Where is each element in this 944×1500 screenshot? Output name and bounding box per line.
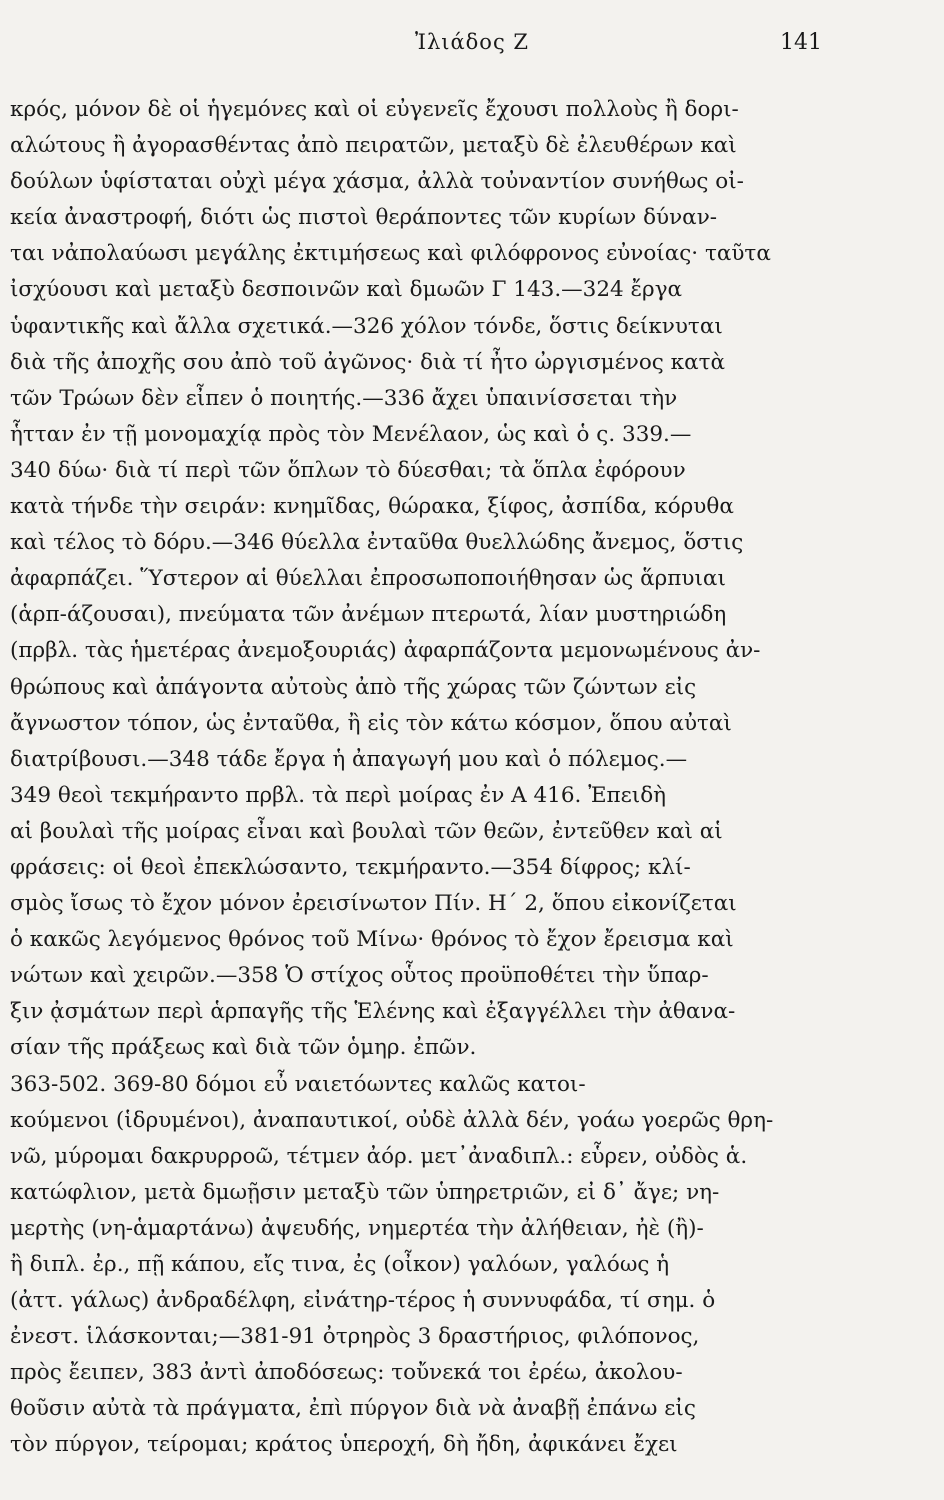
text-line: σμὸς ἴσως τὸ ἔχον μόνον ἐρεισίνωτον Πίν. Η΄ 2, ὅπου εἰκονίζεται: [10, 891, 737, 917]
text-line: ἄγνωστον τόπον, ὡς ἐνταῦθα, ἢ εἰς τὸν κάτω κόσμον, ὅπου αὐταὶ: [10, 710, 732, 736]
text-line: αλώτους ἢ ἀγορασθέντας ἀπὸ πειρατῶν, μεταξὺ δὲ ἐλευθέρων καὶ: [10, 133, 737, 159]
text-line: διὰ τῆς ἀποχῆς σου ἀπὸ τοῦ ἀγῶνος· διὰ τί ἦτο ὠργισμένος κατὰ: [10, 349, 726, 375]
text-line: ὁ κακῶς λεγόμενος θρόνος τοῦ Μίνω· θρόνος τὸ ἔχον ἔρεισμα καὶ: [10, 927, 734, 953]
text-line: ξιν ᾀσμάτων περὶ ἁρπαγῆς τῆς Ἑλένης καὶ ἐξαγγέλλει τὴν ἀθανα-: [10, 999, 736, 1025]
text-line: πρὸς ἔειπεν, 383 ἀντὶ ἀποδόσεως: τοὔνεκά τοι ἐρέω, ἀκολου-: [10, 1360, 683, 1386]
page-number: 141: [780, 30, 822, 55]
running-head: [0, 22, 944, 62]
text-line: διατρίβουσι.—348 τάδε ἔργα ἡ ἀπαγωγή μου καὶ ὁ πόλεμος.—: [10, 746, 688, 772]
text-line: ται νἀπολαύωσι μεγάλης ἐκτιμήσεως καὶ φιλόφρονος εὐνοίας· ταῦτα: [10, 241, 771, 267]
text-line: (ἀττ. γάλως) ἀνδραδέλφη, εἰνάτηρ-τέρος ἡ συννυφάδα, τί σημ. ὁ: [10, 1288, 716, 1314]
text-line: τὸν πύργον, τείρομαι; κράτος ὑπεροχή, δὴ ἤδη, ἀφικάνει ἔχει: [10, 1432, 678, 1458]
text-line: κατώφλιον, μετὰ δμωῇσιν μεταξὺ τῶν ὑπηρετριῶν, εἰ δ᾽ ἄγε; νη-: [10, 1179, 720, 1205]
text-line: (πρβλ. τὰς ἡμετέρας ἀνεμοξουριάς) ἀφαρπάζοντα μεμονωμένους ἀν-: [10, 638, 761, 664]
text-line: αἱ βουλαὶ τῆς μοίρας εἶναι καὶ βουλαὶ τῶν θεῶν, ἐντεῦθεν καὶ αἱ: [10, 818, 723, 844]
text-line: φράσεις: οἱ θεοὶ ἐπεκλώσαντο, τεκμήραντο.—354 δίφρος; κλί-: [10, 854, 691, 880]
section-heading-line: 363-502. 369-80 δόμοι εὖ ναιετόωντες καλῶς κατοι-: [10, 1071, 586, 1097]
text-line: (ἁρπ-άζουσαι), πνεύματα τῶν ἀνέμων πτερωτά, λίαν μυστηριώδη: [10, 602, 727, 628]
text-line: σίαν τῆς πράξεως καὶ διὰ τῶν ὁμηρ. ἐπῶν.: [10, 1035, 477, 1061]
text-line: ἀφαρπάζει. Ὕστερον αἱ θύελλαι ἐπροσωποποιήθησαν ὡς ἅρπυιαι: [10, 566, 726, 592]
commentary-text: [10, 92, 844, 1464]
text-line: ἧτταν ἐν τῇ μονομαχίᾳ πρὸς τὸν Μενέλαον, ὡς καὶ ὁ ς. 339.—: [10, 421, 692, 447]
text-line: κούμενοι (ἱδρυμένοι), ἀναπαυτικοί, οὐδὲ ἀλλὰ δέν, γοάω γοερῶς θρη-: [10, 1107, 774, 1133]
text-line: δούλων ὑφίσταται οὐχὶ μέγα χάσμα, ἀλλὰ τοὐναντίον συνήθως οἰ-: [10, 169, 744, 195]
text-line: κρός, μόνον δὲ οἱ ἡγεμόνες καὶ οἱ εὐγενεῖς ἔχουσι πολλοὺς ἢ δορι-: [10, 97, 739, 122]
text-line: θοῦσιν αὐτὰ τὰ πράγματα, ἐπὶ πύργον διὰ νὰ ἀναβῇ ἐπάνω εἰς: [10, 1396, 696, 1422]
text-line: 340 δύω· διὰ τί περὶ τῶν ὅπλων τὸ δύεσθαι; τὰ ὅπλα ἐφόρουν: [10, 457, 686, 483]
text-line: ἐνεστ. ἱλάσκονται;—381-91 ὀτρηρὸς 3 δραστήριος, φιλόπονος,: [10, 1324, 700, 1350]
text-line: θρώπους καὶ ἀπάγοντα αὐτοὺς ἀπὸ τῆς χώρας τῶν ζώντων εἰς: [10, 674, 697, 700]
running-title: Ἰλιάδος Ζ: [415, 30, 529, 54]
text-line: ὑφαντικῆς καὶ ἄλλα σχετικά.—326 χόλον τόνδε, ὅστις δείκνυται: [10, 313, 723, 339]
text-line: νώτων καὶ χειρῶν.—358 Ὁ στίχος οὗτος προϋποθέτει τὴν ὕπαρ-: [10, 963, 709, 989]
text-line: κατὰ τήνδε τὴν σειράν: κνημῖδας, θώρακα, ξίφος, ἀσπίδα, κόρυθα: [10, 494, 734, 520]
text-line: καὶ τέλος τὸ δόρυ.—346 θύελλα ἐνταῦθα θυελλώδης ἄνεμος, ὅστις: [10, 530, 744, 556]
text-line: τῶν Τρώων δὲν εἶπεν ὁ ποιητής.—336 ἄχει ὑπαινίσσεται τὴν: [10, 385, 678, 411]
text-line: νῶ, μύρομαι δακρυρροῶ, τέτμεν ἀόρ. μετ᾽ἀναδιπλ.: εὗρεν, οὐδὸς ἁ.: [10, 1143, 748, 1169]
text-line: ἰσχύουσι καὶ μεταξὺ δεσποινῶν καὶ δμωῶν Γ 143.—324 ἔργα: [10, 277, 683, 303]
text-line: 349 θεοὶ τεκμήραντο πρβλ. τὰ περὶ μοίρας ἐν Α 416. Ἐπειδὴ: [10, 782, 667, 808]
text-line: μερτὴς (νη-ἁμαρτάνω) ἀψευδής, νημερτέα τὴν ἀλήθειαν, ἠὲ (ἢ)-: [10, 1215, 704, 1241]
text-line: κεία ἀναστροφή, διότι ὡς πιστοὶ θεράποντες τῶν κυρίων δύναν-: [10, 205, 718, 231]
text-line: ἢ διπλ. ἐρ., πῇ κάπου, εἴς τινα, ἐς (οἶκον) γαλόων, γαλόως ἡ: [10, 1252, 670, 1277]
